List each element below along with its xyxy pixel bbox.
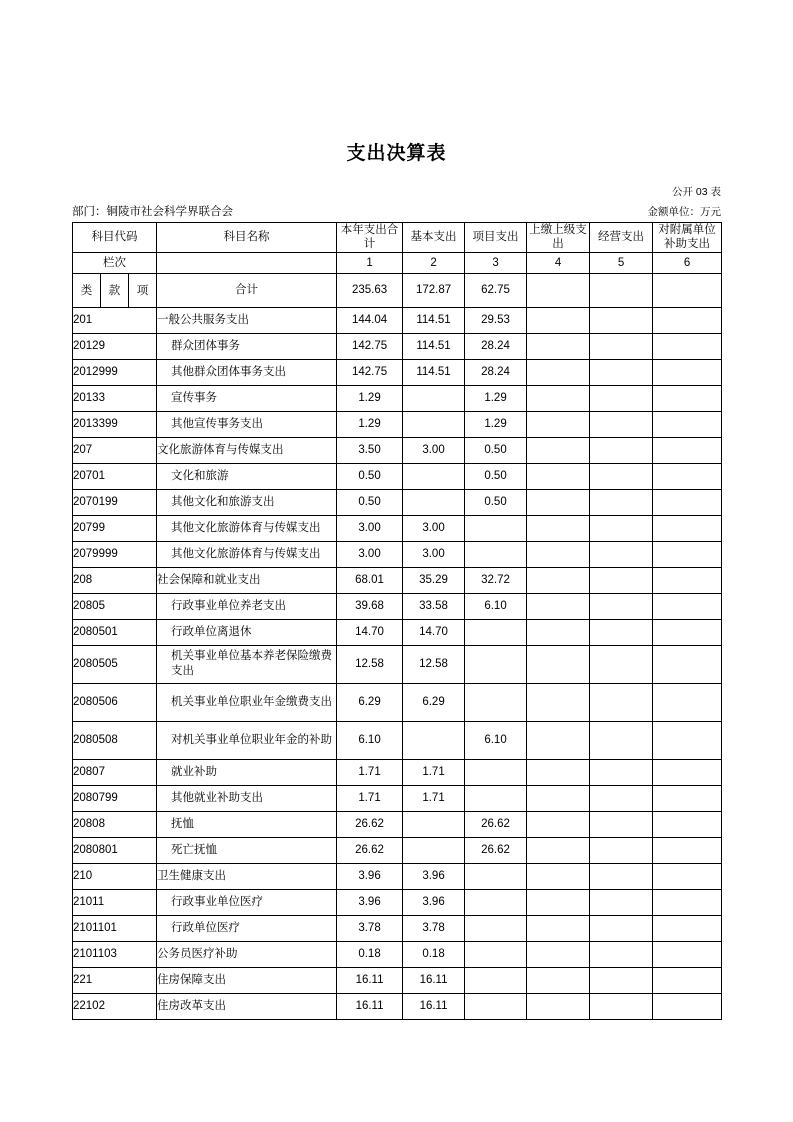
row-value-4 [527,721,590,759]
row-value-4 [527,463,590,489]
row-value-3 [465,645,527,683]
row-subject-name: 就业补助 [157,759,337,785]
row-value-5 [590,863,653,889]
total-row-v3: 62.75 [465,273,527,307]
row-subject-code: 20133 [73,385,157,411]
row-value-2: 33.58 [403,593,465,619]
table-row [73,489,722,515]
total-row-v6 [653,273,722,307]
row-subject-code: 22102 [73,993,157,1019]
row-value-6 [653,941,722,967]
row-value-4 [527,811,590,837]
row-value-4 [527,385,590,411]
row-value-1: 3.96 [337,863,403,889]
total-row-v1: 235.63 [337,273,403,307]
row-value-2 [403,721,465,759]
row-value-3: 6.10 [465,593,527,619]
table-row [73,333,722,359]
row-value-4 [527,593,590,619]
row-subject-code: 2080799 [73,785,157,811]
row-value-5 [590,619,653,645]
row-value-1: 26.62 [337,811,403,837]
row-value-1: 3.50 [337,437,403,463]
row-value-3: 1.29 [465,385,527,411]
row-subject-code: 2070199 [73,489,157,515]
row-value-2: 16.11 [403,967,465,993]
row-subject-name: 其他文化旅游体育与传媒支出 [157,541,337,567]
table-row [73,541,722,567]
row-value-2: 3.00 [403,515,465,541]
row-value-1: 1.71 [337,785,403,811]
row-value-6 [653,567,722,593]
page-title: 支出决算表 [346,143,447,164]
row-value-4 [527,307,590,333]
row-value-6 [653,333,722,359]
row-value-5 [590,593,653,619]
row-subject-name: 其他群众团体事务支出 [157,359,337,385]
row-value-6 [653,683,722,721]
row-value-3 [465,785,527,811]
row-value-3: 0.50 [465,437,527,463]
row-value-6 [653,359,722,385]
table-row [73,385,722,411]
row-value-1: 68.01 [337,567,403,593]
row-value-5 [590,811,653,837]
table-column-number-row [73,252,722,273]
row-value-2: 14.70 [403,619,465,645]
row-value-6 [653,889,722,915]
row-subject-name: 对机关事业单位职业年金的补助 [157,721,337,759]
table-row [73,811,722,837]
row-value-6 [653,837,722,863]
table-row [73,683,722,721]
row-value-6 [653,645,722,683]
row-value-2: 1.71 [403,759,465,785]
row-subject-code: 210 [73,863,157,889]
row-value-1: 6.29 [337,683,403,721]
row-value-2: 12.58 [403,645,465,683]
row-value-3 [465,993,527,1019]
table-header-row [73,223,722,253]
total-row-label: 合计 [157,273,337,307]
row-subject-name: 其他文化和旅游支出 [157,489,337,515]
column-number-2: 2 [403,252,465,273]
row-subject-name: 行政事业单位医疗 [157,889,337,915]
column-number-6: 6 [653,252,722,273]
row-value-3 [465,759,527,785]
header-project-expenditure: 项目支出 [465,223,527,253]
row-subject-name: 机关事业单位职业年金缴费支出 [157,683,337,721]
row-value-5 [590,567,653,593]
row-value-4 [527,993,590,1019]
table-row [73,785,722,811]
row-value-2: 6.29 [403,683,465,721]
total-row-v5 [590,273,653,307]
row-value-2 [403,837,465,863]
row-subject-code: 20799 [73,515,157,541]
row-subject-code: 2080801 [73,837,157,863]
row-subject-name: 群众团体事务 [157,333,337,359]
row-value-3 [465,889,527,915]
table-body [73,307,722,1019]
header-subject-code: 科目代码 [73,223,157,253]
row-value-2: 3.00 [403,541,465,567]
row-value-4 [527,333,590,359]
row-value-1: 0.50 [337,489,403,515]
row-subject-name: 公务员医疗补助 [157,941,337,967]
row-subject-name: 行政事业单位养老支出 [157,593,337,619]
row-subject-code: 2013399 [73,411,157,437]
row-value-5 [590,645,653,683]
row-value-4 [527,541,590,567]
row-subject-code: 2080508 [73,721,157,759]
row-value-4 [527,759,590,785]
row-subject-code: 207 [73,437,157,463]
row-subject-code: 201 [73,307,157,333]
row-value-1: 14.70 [337,619,403,645]
row-value-5 [590,993,653,1019]
row-value-4 [527,863,590,889]
column-number-1: 1 [337,252,403,273]
header-subsidy-expenditure: 对附属单位补助支出 [653,223,722,253]
row-value-6 [653,463,722,489]
row-value-1: 16.11 [337,967,403,993]
table-row [73,993,722,1019]
amount-unit-line: 金额单位：万元 [647,206,721,218]
header-subject-name: 科目名称 [157,223,337,253]
row-value-6 [653,411,722,437]
row-value-1: 26.62 [337,837,403,863]
row-subject-code: 2080506 [73,683,157,721]
row-value-1: 0.50 [337,463,403,489]
column-label: 栏次 [73,252,157,273]
row-value-1: 12.58 [337,645,403,683]
row-value-4 [527,359,590,385]
row-value-1: 1.71 [337,759,403,785]
row-value-1: 1.29 [337,411,403,437]
row-value-4 [527,515,590,541]
row-value-4 [527,683,590,721]
row-value-6 [653,385,722,411]
row-subject-code: 2101103 [73,941,157,967]
row-value-3: 32.72 [465,567,527,593]
row-value-1: 3.00 [337,515,403,541]
row-subject-code: 221 [73,967,157,993]
row-value-6 [653,593,722,619]
column-number-spacer [157,252,337,273]
row-value-4 [527,489,590,515]
row-value-6 [653,863,722,889]
header-level-xiang: 项 [129,273,157,307]
row-value-1: 142.75 [337,359,403,385]
row-subject-name: 文化和旅游 [157,463,337,489]
row-value-3: 29.53 [465,307,527,333]
table-row [73,941,722,967]
row-value-2: 3.96 [403,889,465,915]
total-row-v2: 172.87 [403,273,465,307]
row-value-4 [527,837,590,863]
row-value-6 [653,489,722,515]
row-subject-name: 其他就业补助支出 [157,785,337,811]
row-value-2 [403,811,465,837]
table-row [73,967,722,993]
row-value-5 [590,941,653,967]
table-row [73,567,722,593]
row-value-5 [590,967,653,993]
row-value-3: 26.62 [465,837,527,863]
header-level-lei: 类 [73,273,101,307]
row-value-3 [465,967,527,993]
row-subject-code: 2079999 [73,541,157,567]
row-subject-name: 抚恤 [157,811,337,837]
header-upper-level-expenditure: 上缴上级支出 [527,223,590,253]
row-value-3 [465,683,527,721]
row-subject-code: 20701 [73,463,157,489]
table-row [73,915,722,941]
row-value-1: 144.04 [337,307,403,333]
row-value-6 [653,515,722,541]
row-value-5 [590,437,653,463]
row-value-2: 114.51 [403,333,465,359]
table-row [73,593,722,619]
row-subject-code: 20807 [73,759,157,785]
row-value-3: 6.10 [465,721,527,759]
row-value-4 [527,967,590,993]
column-number-5: 5 [590,252,653,273]
table-row [73,463,722,489]
row-value-5 [590,683,653,721]
row-value-6 [653,721,722,759]
row-value-3 [465,915,527,941]
table-row [73,307,722,333]
row-value-5 [590,489,653,515]
row-subject-name: 死亡抚恤 [157,837,337,863]
row-value-3: 28.24 [465,359,527,385]
row-value-4 [527,437,590,463]
row-value-5 [590,837,653,863]
row-value-3: 28.24 [465,333,527,359]
table-row [73,437,722,463]
row-value-3: 1.29 [465,411,527,437]
row-subject-name: 其他文化旅游体育与传媒支出 [157,515,337,541]
row-value-5 [590,721,653,759]
row-value-6 [653,541,722,567]
row-value-6 [653,785,722,811]
row-subject-name: 行政单位医疗 [157,915,337,941]
row-subject-name: 机关事业单位基本养老保险缴费支出 [157,645,337,683]
table-row [73,863,722,889]
row-value-1: 3.00 [337,541,403,567]
row-value-1: 1.29 [337,385,403,411]
row-value-3: 26.62 [465,811,527,837]
row-subject-name: 卫生健康支出 [157,863,337,889]
column-number-3: 3 [465,252,527,273]
row-value-3 [465,941,527,967]
row-value-6 [653,307,722,333]
row-value-1: 3.78 [337,915,403,941]
table-row [73,411,722,437]
table-row [73,359,722,385]
row-subject-code: 2012999 [73,359,157,385]
row-value-4 [527,567,590,593]
row-subject-code: 20129 [73,333,157,359]
header-level-kuan: 款 [101,273,129,307]
row-value-2: 35.29 [403,567,465,593]
row-subject-code: 21011 [73,889,157,915]
row-value-2: 3.00 [403,437,465,463]
row-value-5 [590,759,653,785]
row-value-6 [653,759,722,785]
row-value-5 [590,359,653,385]
row-subject-name: 行政单位离退休 [157,619,337,645]
row-value-5 [590,785,653,811]
row-value-2: 3.78 [403,915,465,941]
row-value-2: 0.18 [403,941,465,967]
row-value-4 [527,785,590,811]
row-subject-code: 2080505 [73,645,157,683]
row-value-5 [590,541,653,567]
row-value-1: 16.11 [337,993,403,1019]
row-value-5 [590,463,653,489]
header-operating-expenditure: 经营支出 [590,223,653,253]
row-value-2: 114.51 [403,307,465,333]
table-level-row [73,273,722,307]
row-value-2: 3.96 [403,863,465,889]
row-value-2: 114.51 [403,359,465,385]
row-subject-name: 其他宣传事务支出 [157,411,337,437]
row-value-6 [653,619,722,645]
form-number: 公开 03 表 [671,186,721,198]
row-value-3 [465,515,527,541]
row-subject-name: 文化旅游体育与传媒支出 [157,437,337,463]
row-value-3 [465,541,527,567]
row-value-1: 142.75 [337,333,403,359]
row-value-2 [403,385,465,411]
expenditure-table [72,222,722,1020]
row-value-5 [590,333,653,359]
row-value-4 [527,941,590,967]
column-number-4: 4 [527,252,590,273]
table-row [73,515,722,541]
row-value-2 [403,463,465,489]
row-value-4 [527,645,590,683]
row-value-4 [527,411,590,437]
row-subject-name: 社会保障和就业支出 [157,567,337,593]
row-value-1: 6.10 [337,721,403,759]
row-value-5 [590,515,653,541]
table-row [73,889,722,915]
row-subject-code: 208 [73,567,157,593]
table-row [73,645,722,683]
row-value-3 [465,863,527,889]
row-subject-code: 20805 [73,593,157,619]
row-subject-name: 住房改革支出 [157,993,337,1019]
row-value-5 [590,411,653,437]
row-value-2: 16.11 [403,993,465,1019]
row-value-4 [527,619,590,645]
table-row [73,619,722,645]
row-subject-name: 一般公共服务支出 [157,307,337,333]
row-value-5 [590,915,653,941]
row-value-3: 0.50 [465,463,527,489]
row-value-5 [590,307,653,333]
row-value-1: 3.96 [337,889,403,915]
table-row [73,759,722,785]
header-basic-expenditure: 基本支出 [403,223,465,253]
table-row [73,837,722,863]
row-value-3: 0.50 [465,489,527,515]
row-value-5 [590,385,653,411]
row-value-2 [403,411,465,437]
row-value-5 [590,889,653,915]
row-value-3 [465,619,527,645]
row-value-6 [653,967,722,993]
row-value-6 [653,993,722,1019]
header-total-year: 本年支出合计 [337,223,403,253]
table-row [73,721,722,759]
row-value-1: 39.68 [337,593,403,619]
row-value-4 [527,889,590,915]
row-value-6 [653,437,722,463]
row-value-2: 1.71 [403,785,465,811]
row-value-6 [653,915,722,941]
row-value-1: 0.18 [337,941,403,967]
department-line: 部门：铜陵市社会科学界联合会 [72,206,233,218]
row-subject-code: 2080501 [73,619,157,645]
row-value-2 [403,489,465,515]
row-subject-code: 20808 [73,811,157,837]
row-subject-code: 2101101 [73,915,157,941]
row-subject-name: 宣传事务 [157,385,337,411]
row-value-6 [653,811,722,837]
row-subject-name: 住房保障支出 [157,967,337,993]
total-row-v4 [527,273,590,307]
row-value-4 [527,915,590,941]
